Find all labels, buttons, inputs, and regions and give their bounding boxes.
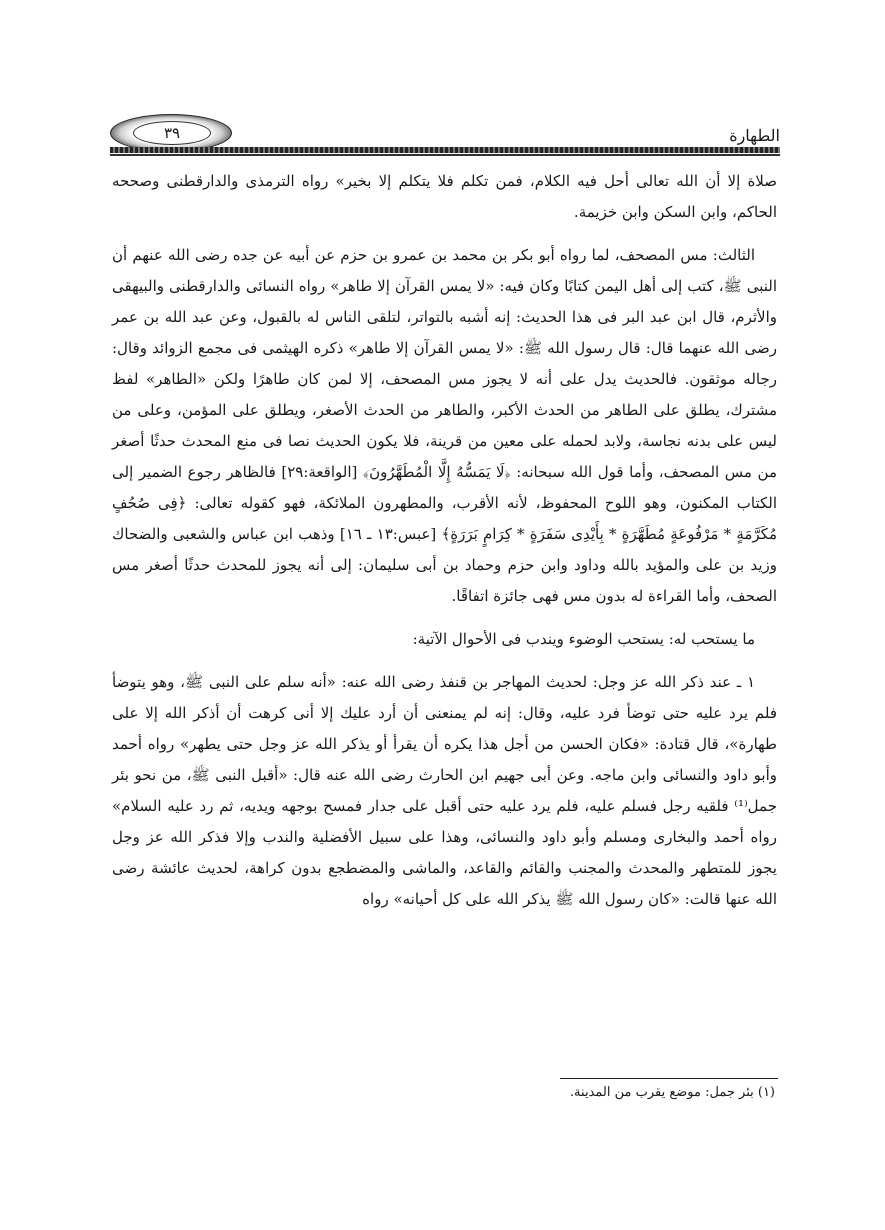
- section-subheading: ما يستحب له: يستحب الوضوء ويندب فى الأحوال الآتية:: [412, 630, 755, 648]
- header-rule: [110, 147, 780, 153]
- paragraph-third-mushaf: الثالث: مس المصحف، لما رواه أبو بكر بن محمد بن عمرو بن حزم عن أبيه عن جده رضى الله عنهم أن النبى ﷺ، كتب إلى أهل اليمن كتابًا وكان فيه: «لا يمس القرآن إلا طاهر» رواه النسائى والدارقطنى والبيهقى والأثرم، قال ابن عبد البر فى هذا الحديث: إنه أشبه بالتواتر، لتلقى الناس له بالقبول، وعن عبد الله بن عمر رضى الله عنهما قال: قال رسول الله ﷺ: «لا يمس القرآن إلا طاهر» ذكره الهيثمى فى مجمع الزوائد وقال: رجاله موثقون. فالحديث يدل على أنه لا يجوز مس المصحف، إلا لمن كان طاهرًا ولكن «الطاهر» لفظ مشترك، يطلق على الطاهر من الحدث الأكبر، والطاهر من الحدث الأصغر، ويطلق على المؤمن، وعلى من ليس على بدنه نجاسة، ولابد لحمله على معين من قرينة، فلا يكون الحديث نصا فى منع المحدث حدثًا أصغر من مس المصحف، وأما قول الله سبحانه: ﴿لَا يَمَسُّهُ إِلَّا الْمُطَهَّرُونَ﴾ [الواقعة:٢٩] فالظاهر رجوع الضمير إلى الكتاب المكنون، وهو اللوح المحفوظ، لأنه الأقرب، والمطهرون الملائكة، فهو كقوله تعالى: ﴿فِى صُحُفٍ مُكَرَّمَةٍ * مَرْفُوعَةٍ مُطَهَّرَةٍ * بِأَيْدِى سَفَرَةٍ * كِرَامٍ بَرَرَةٍ﴾ [عبس:١٣ ـ ١٦] وذهب ابن عباس والشعبى والضحاك وزيد بن على والمؤيد بالله وداود وابن حزم وحماد بن أبى سليمان: إلى أنه يجوز للمحدث حدثًا أصغر مس الصحف، وأما القراءة له بدون مس فهى جائزة اتفاقًا.: [112, 246, 778, 605]
- paragraph-dhikr: ١ ـ عند ذكر الله عز وجل: لحديث المهاجر بن قنفذ رضى الله عنه: «أنه سلم على النبى ﷺ، وهو يتوضأ فلم يرد عليه حتى توضأ فرد عليه، وقال: إنه لم يمنعنى أن أرد عليك إلا أنى كرهت أن أذكر الله إلا على طهارة»، قال قتادة: «فكان الحسن من أجل هذا يكره أن يقرأ أو يذكر الله عز وجل حتى يطهر» رواه أحمد وأبو داود والنسائى وابن ماجه. وعن أبى جهيم ابن الحارث رضى الله عنه قال: «أقبل النبى ﷺ، من نحو بئر جمل⁽¹⁾ فلقيه رجل فسلم عليه، فلم يرد عليه حتى أقبل على جدار فمسح بوجهه ويديه، ثم رد عليه السلام» رواه أحمد والبخارى ومسلم وأبو داود والنسائى، وهذا على سبيل الأفضلية والندب وإلا فذكر الله عز وجل يجوز للمتطهر والمحدث والمجنب والقائم والقاعد، والماشى والمضطجع بدون كراهة، لحديث عائشة رضى الله عنها قالت: «كان رسول الله ﷺ يذكر الله على كل أحيانه» رواه: [112, 673, 777, 908]
- body-text: [112, 166, 777, 915]
- page-number: ٣٩: [133, 121, 211, 145]
- paragraph-continuation: صلاة إلا أن الله تعالى أحل فيه الكلام، فمن تكلم فلا يتكلم إلا بخير» رواه الترمذى والدارقطنى وصححه الحاكم، وابن السكن وابن خزيمة.: [112, 172, 777, 221]
- header-rule-thin: [110, 154, 780, 156]
- footnote-separator: [560, 1078, 778, 1079]
- footnote: (١) بئر جمل: موضع يقرب من المدينة.: [569, 1085, 775, 1100]
- section-title: الطهارة: [729, 126, 780, 145]
